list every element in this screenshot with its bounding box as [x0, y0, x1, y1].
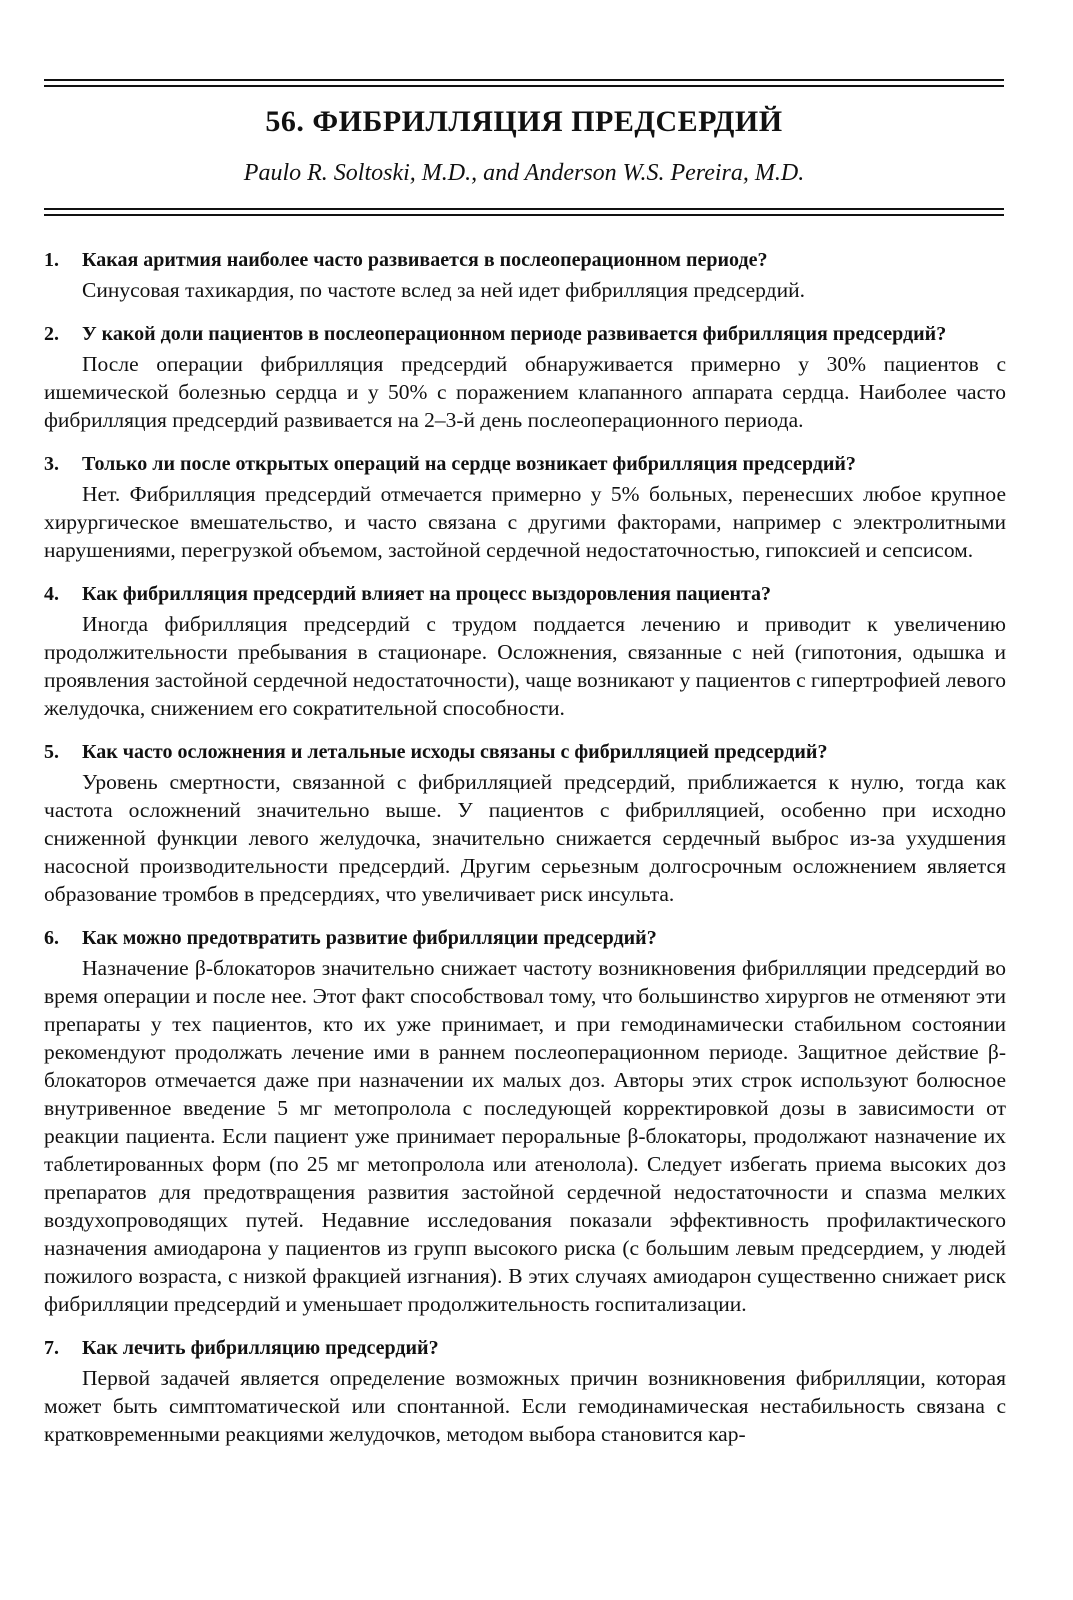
question-text: Как лечить фибрилляцию предсердий?: [82, 1337, 439, 1359]
answer-paragraph: Назначение β-блокаторов значительно снижает частоту возникновения фибрилляции предсердий во время операции и после нее. Этот факт способствовал тому, что большинство хирургов не отменяют эти препараты у тех пациентов, кто их уже принимает, и при гемодинамически стабильном состоянии рекомендуют продолжать лечение ими в раннем послеоперационном периоде. Защитное действие β-блокаторов отмечается даже при назначении их малых доз. Авторы этих строк используют болюсное внутривенное введение 5 мг метопролола с последующей корректировкой дозы в зависимости от реакции пациента. Если пациент уже принимает пероральные β-блокаторы, продолжают назначение их таблетированных форм (по 25 мг метопролола или атенолола). Следует избегать приема высоких доз препаратов для предотвращения развития застойной сердечной недостаточности и спазма мелких воздухопроводящих путей. Недавние исследования показали эффективность профилактического назначения амиодарона у пациентов из групп высокого риска (с большим левым предсердием, у людей пожилого возраста, с низкой фракцией изгнания). В этих случаях амиодарон существенно снижает риск фибрилляции предсердий и уменьшает продолжительность госпитализации.: [44, 956, 1006, 1316]
question-heading: [44, 451, 1006, 478]
question-number: 2.: [44, 323, 59, 345]
qa-section: [44, 247, 1006, 304]
answer-paragraph: После операции фибрилляция предсердий обнаруживается примерно у 30% пациентов с ишемической болезнью сердца и у 50% с поражением клапанного аппарата сердца. Наиболее часто фибрилляция предсердий развивается на 2–3-й день послеоперационного периода.: [44, 352, 1006, 432]
question-heading: [44, 581, 1006, 608]
chapter-title: 56. ФИБРИЛЛЯЦИЯ ПРЕДСЕРДИЙ: [265, 105, 783, 138]
question-text: Как часто осложнения и летальные исходы связаны с фибрилляцией предсердий?: [82, 741, 828, 763]
question-text: У какой доли пациентов в послеоперационном периоде развивается фибрилляция предсердий?: [82, 323, 947, 345]
qa-section: [44, 739, 1006, 908]
question-number: 4.: [44, 583, 59, 605]
qa-section: [44, 925, 1006, 1318]
bottom-rule-1: [44, 208, 1004, 210]
question-heading: [44, 925, 1006, 952]
top-rule-2: [44, 85, 1004, 87]
answer-paragraph: Уровень смертности, связанной с фибрилляцией предсердий, приближается к нулю, тогда как частота осложнений значительно выше. У пациентов с фибрилляцией, особенно при исходно сниженной функции левого желудочка, значительно снижается сердечный выброс из-за ухудшения насосной производительности предсердий. Другим серьезным долгосрочным осложнением является образование тромбов в предсердиях, что увеличивает риск инсульта.: [44, 770, 1006, 906]
top-rule-1: [44, 79, 1004, 81]
question-number: 7.: [44, 1337, 59, 1359]
question-number: 1.: [44, 249, 59, 271]
answer-paragraph: Синусовая тахикардия, по частоте вслед за ней идет фибрилляция предсердий.: [82, 278, 805, 302]
answer-paragraph: Нет. Фибрилляция предсердий отмечается примерно у 5% больных, перенесших любое крупное хирургическое вмешательство, и часто связана с другими факторами, например с электролитными нарушениями, перегрузкой объемом, застойной сердечной недостаточностью, гипоксией и сепсисом.: [44, 482, 1006, 562]
bottom-rule-2: [44, 214, 1004, 216]
chapter-authors: Paulo R. Soltoski, M.D., and Anderson W.S. Pereira, M.D.: [243, 160, 805, 186]
question-text: Как фибрилляция предсердий влияет на процесс выздоровления пациента?: [82, 583, 772, 605]
question-text: Как можно предотвратить развитие фибрилляции предсердий?: [82, 927, 657, 949]
question-number: 5.: [44, 741, 59, 763]
question-heading: [44, 247, 1006, 274]
qa-section: [44, 581, 1006, 722]
qa-content: [44, 247, 1006, 1465]
answer-paragraph: Первой задачей является определение возможных причин возникновения фибрилляции, которая может быть симптоматической или спонтанной. Если гемодинамическая нестабильность связана с кратковременными реакциями желудочков, методом выбора становится кар-: [44, 1366, 1006, 1446]
question-number: 6.: [44, 927, 59, 949]
question-text: Какая аритмия наиболее часто развивается в послеоперационном периоде?: [82, 249, 768, 271]
question-text: Только ли после открытых операций на сердце возникает фибрилляция предсердий?: [82, 453, 856, 475]
question-heading: [44, 1335, 1006, 1362]
qa-section: [44, 451, 1006, 564]
question-number: 3.: [44, 453, 59, 475]
question-heading: [44, 321, 1006, 348]
qa-section: [44, 1335, 1006, 1448]
question-heading: [44, 739, 1006, 766]
qa-section: [44, 321, 1006, 434]
answer-paragraph: Иногда фибрилляция предсердий с трудом поддается лечению и приводит к увеличению продолжительности пребывания в стационаре. Осложнения, связанные с ней (гипотония, одышка и проявления застойной сердечной недостаточности), чаще возникают у пациентов с гипертрофией левого желудочка, снижением его сократительной способности.: [44, 612, 1006, 720]
